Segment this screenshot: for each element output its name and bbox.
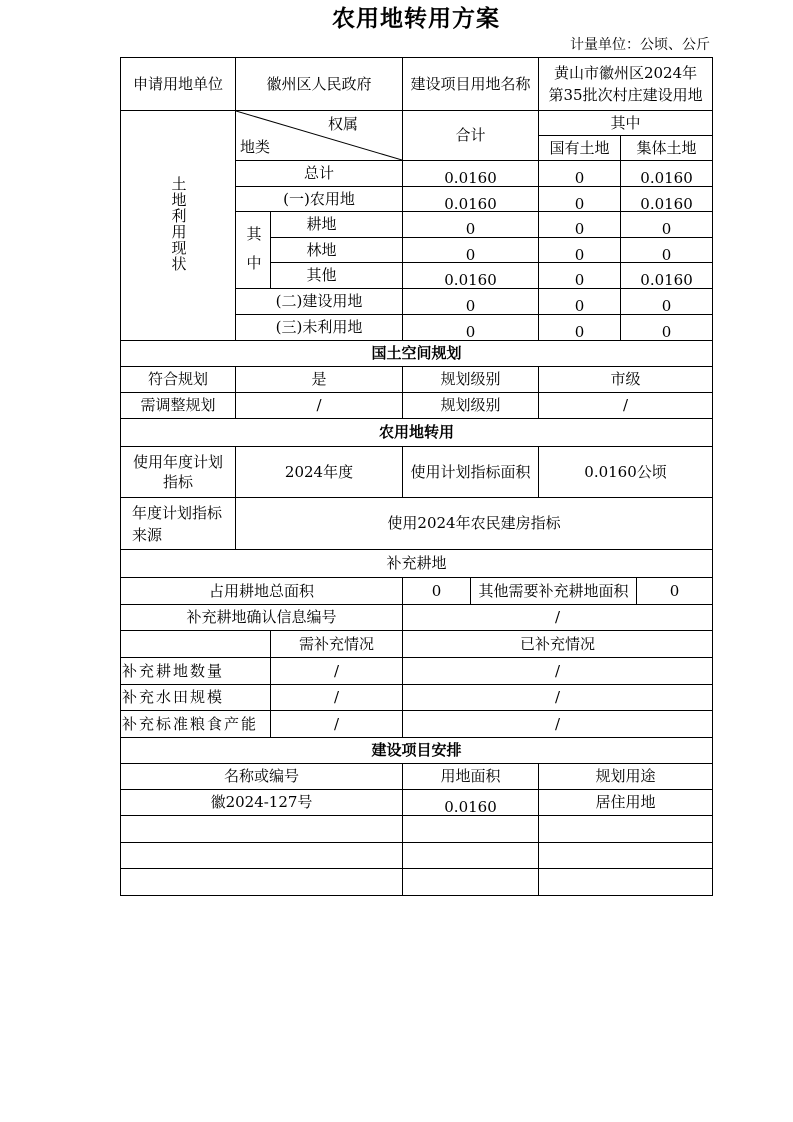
land-row-label: 耕地 [271, 212, 403, 238]
total-header: 合计 [403, 111, 539, 161]
land-row-label: 林地 [271, 238, 403, 263]
project-row-empty [121, 843, 713, 869]
land-row-state-value: 0 [574, 169, 585, 187]
occupied-row [121, 578, 713, 605]
project-name-cell-empty [121, 843, 403, 869]
land-row-total-cell [403, 187, 539, 212]
needed-header: 需补充情况 [271, 631, 403, 658]
diagonal-header-cell [236, 111, 403, 161]
project-row-empty [121, 816, 713, 843]
supplement-row-label: 补充耕地数量 [121, 658, 271, 685]
land-row-state-cell [539, 161, 621, 187]
projects-title: 建设项目安排 [121, 738, 713, 764]
supplement-row-paddy [121, 685, 713, 711]
land-row-total-value: 0 [465, 245, 476, 263]
project-name-line-2: 第35批次村庄建设用地 [548, 86, 703, 104]
project-name-line-1: 黄山市徽州区2024年 [553, 64, 698, 82]
supplement-row-needed: / [271, 658, 403, 685]
land-row-collective-value: 0.0160 [640, 194, 693, 212]
quota-area-label: 使用计划指标面积 [403, 447, 539, 498]
supplement-row-needed: / [271, 685, 403, 711]
supplement-row-done: / [403, 658, 713, 685]
adjust-value: / [236, 393, 403, 419]
project-use-cell-empty [539, 816, 713, 843]
land-row-label: (三)未利用地 [236, 315, 403, 341]
annual-plan-value: 2024年度 [236, 447, 403, 498]
land-row-state-value: 0 [574, 245, 585, 263]
spatial-planning-title: 国土空间规划 [121, 341, 713, 367]
project-use-cell-empty [539, 843, 713, 869]
land-row-label: 其他 [271, 263, 403, 289]
conform-planning-row [121, 367, 713, 393]
adjust-level-label: 规划级别 [403, 393, 539, 419]
sub-group-cell [236, 212, 271, 289]
land-row-total-cell [403, 212, 539, 238]
project-area-value: 0.0160 [444, 798, 497, 816]
project-name-header: 名称或编号 [121, 764, 403, 790]
project-name-label: 建设项目用地名称 [403, 58, 539, 111]
land-row-state-cell [539, 289, 621, 315]
adjust-level-value: / [539, 393, 713, 419]
project-name-cell-empty [121, 816, 403, 843]
conform-level-value: 市级 [539, 367, 713, 393]
adjust-planning-row [121, 393, 713, 419]
document-title: 农用地转用方案 [332, 6, 500, 32]
land-row-label: 总计 [236, 161, 403, 187]
land-row-state-value: 0 [574, 323, 585, 341]
land-row-collective-cell [621, 187, 713, 212]
project-use-cell-empty [539, 869, 713, 896]
other-supplement-label: 其他需要补充耕地面积 [471, 578, 637, 605]
projects-title-row [121, 738, 713, 764]
done-header: 已补充情况 [403, 631, 713, 658]
land-type-header: 地类 [240, 138, 271, 156]
land-row-collective-value: 0.0160 [640, 271, 693, 289]
project-area-cell [403, 790, 539, 816]
project-area-header: 用地面积 [403, 764, 539, 790]
land-row-total-value: 0.0160 [444, 194, 497, 212]
land-row-label: (二)建设用地 [236, 289, 403, 315]
land-row-collective-cell [621, 289, 713, 315]
project-name-cell-empty [121, 869, 403, 896]
land-row-total-value: 0.0160 [444, 271, 497, 289]
quota-source-label-line-1: 年度计划指标 [132, 503, 223, 522]
land-row-collective-value: 0 [661, 323, 672, 341]
quota-area-value: 0.0160公顷 [539, 447, 713, 498]
land-row-collective-value: 0.0160 [640, 169, 693, 187]
land-row-collective-cell [621, 161, 713, 187]
land-row-total-value: 0 [465, 323, 476, 341]
annual-plan-label-line-1: 使用年度计划 [132, 453, 223, 471]
land-row-label: (一)农用地 [236, 187, 403, 212]
project-area-cell-empty [403, 843, 539, 869]
project-area-cell-empty [403, 816, 539, 843]
supplement-row-grain [121, 711, 713, 738]
land-row-state-cell [539, 315, 621, 341]
land-row-total-cell [403, 263, 539, 289]
project-row [121, 790, 713, 816]
project-row-empty [121, 869, 713, 896]
land-row-collective-cell [621, 238, 713, 263]
land-row-collective-cell [621, 315, 713, 341]
conversion-title-row [121, 419, 713, 447]
land-row-state-cell [539, 212, 621, 238]
land-row-total-cell [403, 238, 539, 263]
applicant-row [121, 58, 713, 111]
land-row-collective-value: 0 [661, 297, 672, 315]
quota-source-label [121, 498, 236, 550]
supplement-header-empty [121, 631, 271, 658]
conform-value: 是 [236, 367, 403, 393]
spatial-planning-title-row [121, 341, 713, 367]
supplement-row-needed: / [271, 711, 403, 738]
projects-header-row [121, 764, 713, 790]
supplement-row-label: 补充水田规模 [121, 685, 271, 711]
land-row-total-value: 0.0160 [444, 169, 497, 187]
occupied-label: 占用耕地总面积 [121, 578, 403, 605]
state-owned-header: 国有土地 [539, 136, 621, 161]
ownership-header: 权属 [328, 115, 359, 133]
quota-source-label-line-2: 来源 [132, 525, 163, 544]
land-row-total-cell [403, 161, 539, 187]
quota-source-row [121, 498, 713, 550]
unit-note: 计量单位：公顷、公斤 [570, 37, 710, 53]
project-area-cell-empty [403, 869, 539, 896]
of-which-header: 其中 [539, 111, 713, 136]
land-row-collective-value: 0 [661, 220, 672, 238]
land-row-state-cell [539, 238, 621, 263]
collective-header: 集体土地 [621, 136, 713, 161]
annual-plan-label-line-2: 指标 [162, 473, 193, 491]
land-row-state-cell [539, 263, 621, 289]
supplement-title-row [121, 550, 713, 578]
project-name-value [539, 58, 713, 111]
land-row-collective-value: 0 [661, 245, 672, 263]
land-status-section-label: 土地利用现状 [169, 175, 188, 272]
supplement-row-done: / [403, 711, 713, 738]
land-row-collective-cell [621, 263, 713, 289]
project-use-cell: 居住用地 [539, 790, 713, 816]
supplement-row-label: 补充标准粮食产能 [121, 711, 271, 738]
land-row-state-value: 0 [574, 297, 585, 315]
conform-label: 符合规划 [121, 367, 236, 393]
applicant-value: 徽州区人民政府 [236, 58, 403, 111]
land-row-state-cell [539, 187, 621, 212]
land-row-total-value: 0 [465, 297, 476, 315]
sub-group-label: 其中 [244, 226, 263, 284]
confirm-row [121, 605, 713, 631]
project-use-header: 规划用途 [539, 764, 713, 790]
conversion-title: 农用地转用 [121, 419, 713, 447]
land-row-state-value: 0 [574, 220, 585, 238]
land-conversion-table [120, 57, 713, 896]
land-row-state-value: 0 [574, 194, 585, 212]
land-row-state-value: 0 [574, 271, 585, 289]
occupied-value: 0 [403, 578, 471, 605]
adjust-label: 需调整规划 [121, 393, 236, 419]
supplement-row-done: / [403, 685, 713, 711]
conform-level-label: 规划级别 [403, 367, 539, 393]
supplement-title: 补充耕地 [121, 550, 713, 578]
confirm-label: 补充耕地确认信息编号 [121, 605, 403, 631]
supplement-header-row [121, 631, 713, 658]
applicant-label: 申请用地单位 [121, 58, 236, 111]
land-status-section-cell [121, 111, 236, 341]
annual-plan-row [121, 447, 713, 498]
land-row-total-value: 0 [465, 220, 476, 238]
land-row-total-cell [403, 289, 539, 315]
other-supplement-value: 0 [637, 578, 713, 605]
land-row-collective-cell [621, 212, 713, 238]
quota-source-value: 使用2024年农民建房指标 [236, 498, 713, 550]
annual-plan-label [121, 447, 236, 498]
project-name-cell: 徽2024-127号 [121, 790, 403, 816]
land-row-total-cell [403, 315, 539, 341]
supplement-row-quantity [121, 658, 713, 685]
confirm-value: / [403, 605, 713, 631]
land-status-header-row [121, 111, 713, 136]
